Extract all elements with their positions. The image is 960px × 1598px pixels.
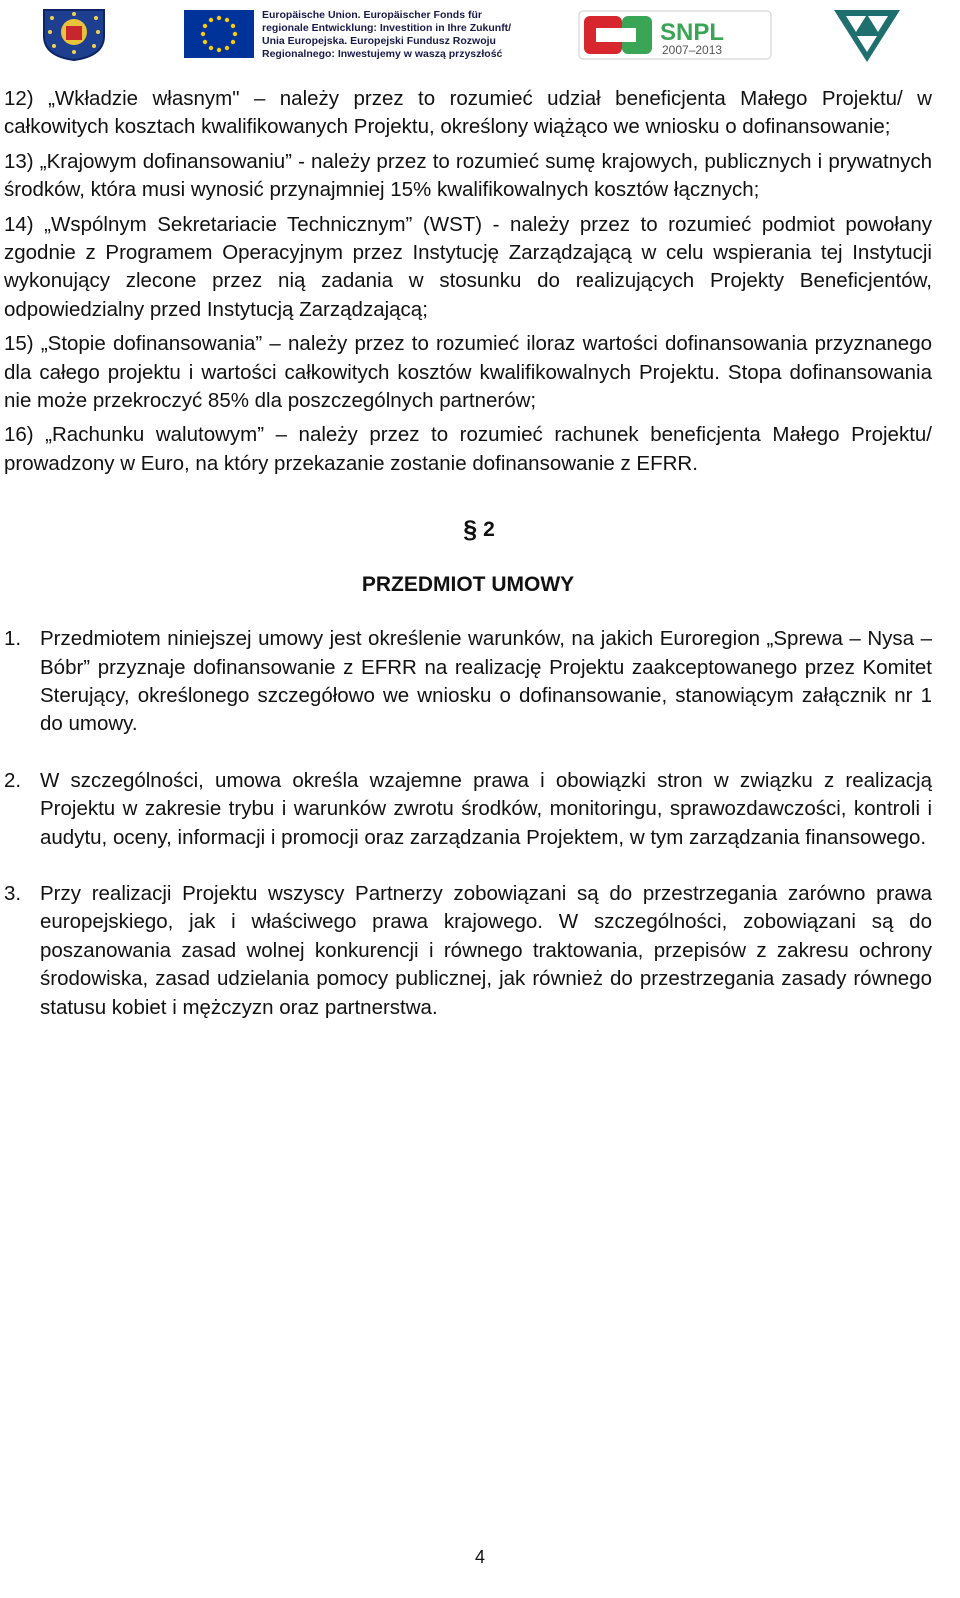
list-item xyxy=(4,767,932,852)
section-number xyxy=(4,516,932,544)
section-symbol: § xyxy=(463,516,478,545)
definition-16: 16) „Rachunku walutowym” – należy przez to rozumieć rachunek beneficjenta Małego Projektu/ prowadzony w Euro, na który przekazanie zostanie dofinansowanie z EFRR. xyxy=(4,423,932,475)
section-number-value: 2 xyxy=(483,518,495,542)
euroregion-logo xyxy=(36,6,112,62)
snpl-years: 2007–2013 xyxy=(662,43,723,57)
snpl-logo xyxy=(578,10,772,60)
snpl-name: SNPL xyxy=(660,19,725,46)
list-item-number: 1. xyxy=(4,627,22,651)
definition-12: 12) „Wkładzie własnym" – należy przez to rozumieć udział beneficjenta Małego Projektu/ w całkowitych kosztach kwalifikowanych Projektu, określony wiążąco we wniosku o dofinansowanie; xyxy=(4,87,932,139)
document-body xyxy=(4,85,932,1050)
list-item xyxy=(4,625,932,739)
list-item-text: Przy realizacji Projektu wszyscy Partnerzy zobowiązani są do przestrzegania zarówno prawa europejskiego, jak i właściwego prawa krajowego. W szczególności, zobowiązani są do poszanowania zasad wolnej konkurencji i równego traktowania, przepisów z zakresu ochrony środowiska, zasad udzielania pomocy publicznej, jak również do przestrzegania zasady równego statusu kobiet i mężczyzn oraz partnerstwa. xyxy=(40,881,932,1019)
list-item xyxy=(4,880,932,1022)
definition-15: 15) „Stopie dofinansowania” – należy przez to rozumieć iloraz wartości dofinansowania przyznanego dla całego projektu i wartości całkowitych kosztów kwalifikowalnych Projektu. Stopa dofinansowania nie może przekroczyć 85% dla poszczególnych partnerów; xyxy=(4,332,932,413)
list-item-number: 2. xyxy=(4,768,22,792)
eu-funding-text: Europäische Union. Europäischer Fonds für regionale Entwicklung: Investition in Ihre Zukunft/ Unia Europejska. Europejski Fundusz Rozwoju Regionalnego: Inwestujemy w waszą przyszłość xyxy=(262,9,512,60)
definition-13: 13) „Krajowym dofinansowaniu” - należy przez to rozumieć sumę krajowych, publicznych i prywatnych środków, która musi wynosić przynajmniej 15% kwalifikowalnych kosztów łącznych; xyxy=(4,149,932,202)
list-item-text: Przedmiotem niniejszej umowy jest określenie warunków, na jakich Euroregion „Sprewa – Nysa – Bóbr” przyznaje dofinansowanie z EFRR na realizację Projektu zaakceptowanego przez Komitet Sterujący, określonego szczegółowo we wniosku o dofinansowanie, stanowiącym załącznik nr 1 do umowy. xyxy=(40,627,932,736)
definition-14: 14) „Wspólnym Sekretariacie Technicznym” (WST) - należy przez to rozumieć podmiot powołany zgodnie z Programem Operacyjnym przez Instytucję Zarządzającą w celu wspierania tej Instytucji wykonujący zlecone przez nią zadania w stosunku do realizujących Projekty Beneficjentów, odpowiedzialny przed Instytucją Zarządzającą; xyxy=(4,212,932,321)
programme-logo xyxy=(832,6,902,64)
page-number: 4 xyxy=(474,1547,485,1567)
section-title: PRZEDMIOT UMOWY xyxy=(361,572,575,596)
list-item-number: 3. xyxy=(4,881,22,905)
page-header xyxy=(0,0,960,70)
eu-flag-logo xyxy=(184,10,254,58)
list-item-text: W szczególności, umowa określa wzajemne prawa i obowiązki stron w związku z realizacją Projektu w zakresie trybu i warunków zwrotu środków, monitoringu, sprawozdawczości, kontroli i audytu, oceny, informacji i promocji oraz zarządzania Projektem, w tym zarządzania finansowego. xyxy=(40,768,932,849)
